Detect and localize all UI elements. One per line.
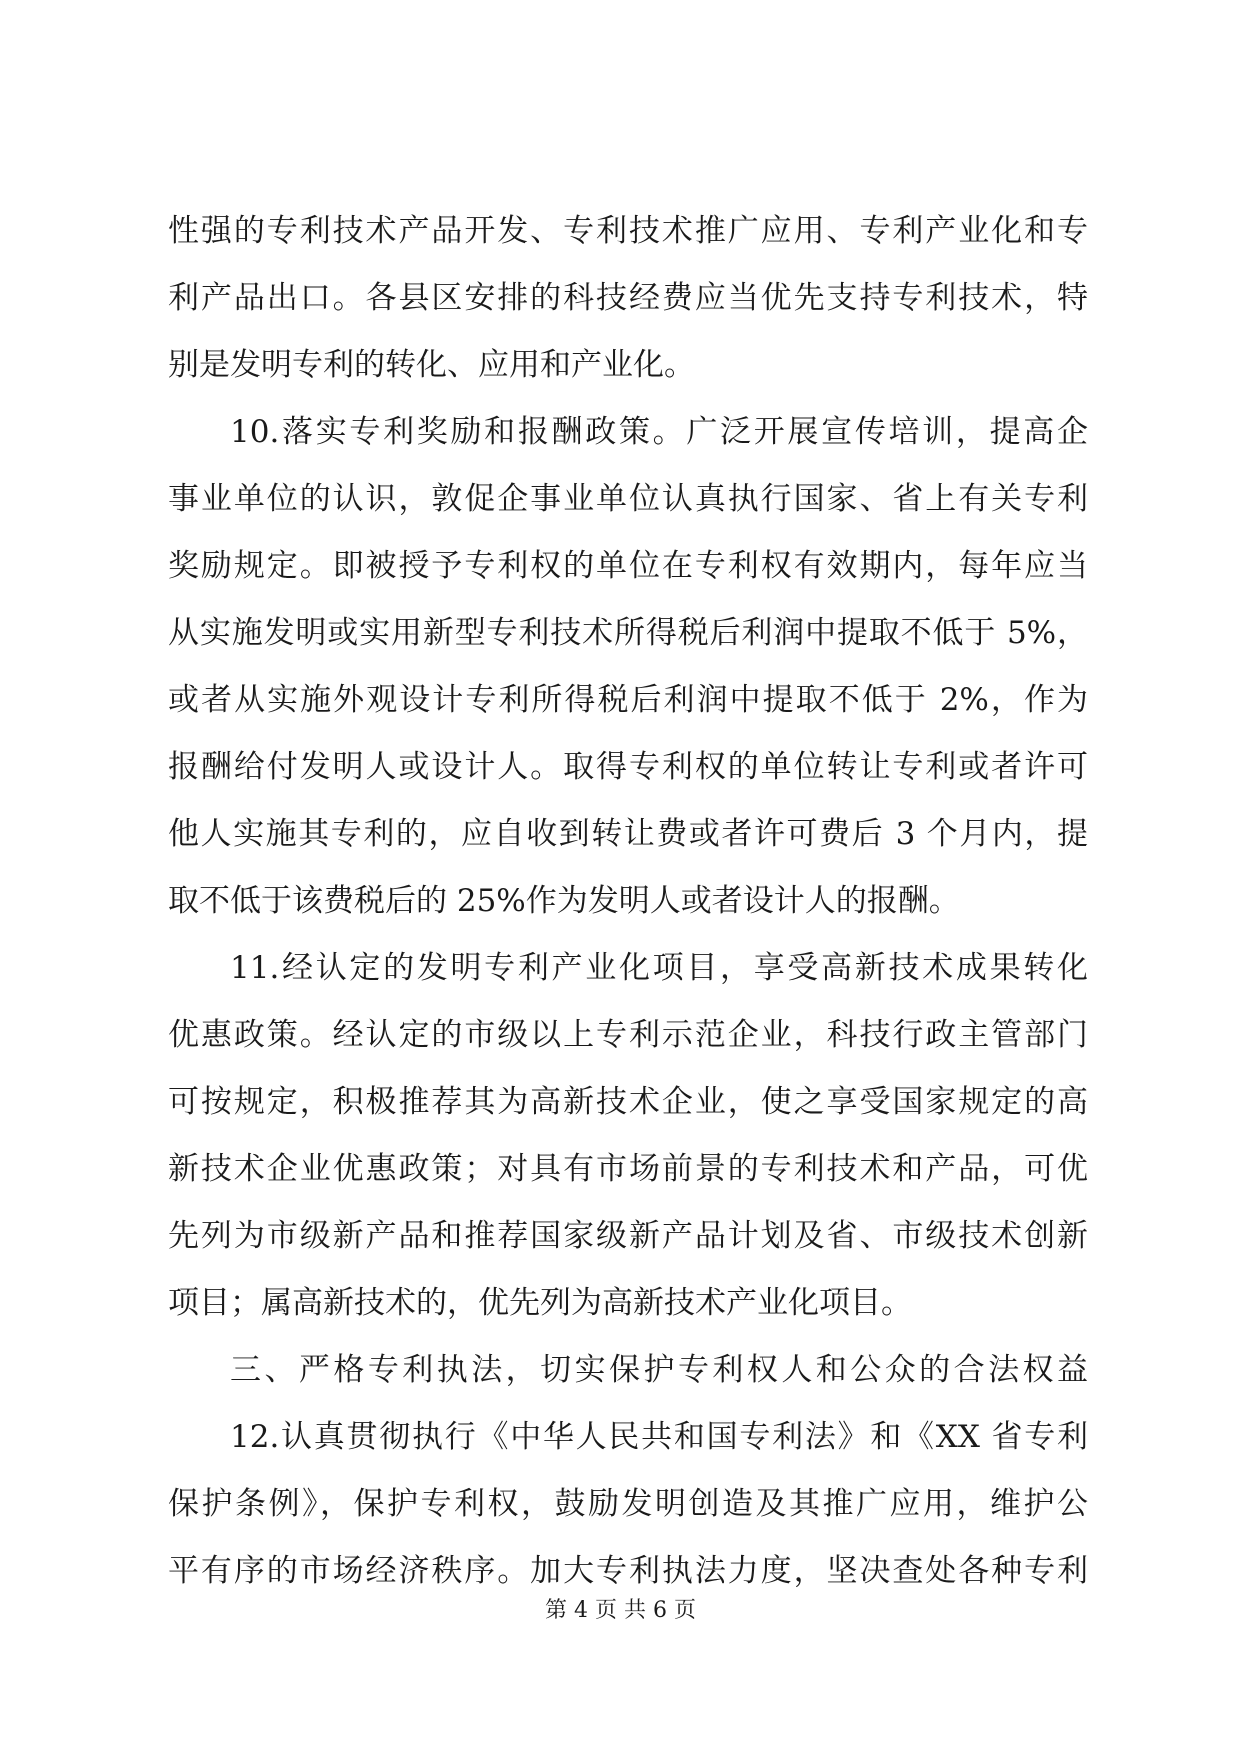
body-text-line: 性强的专利技术产品开发、专利技术推广应用、专利产业化和专 [168, 213, 1088, 249]
section-heading: 三、严格专利执法，切实保护专利权人和公众的合法权益 [230, 1352, 1088, 1388]
body-text-line: 利产品出口。各县区安排的科技经费应当优先支持专利技术，特 [168, 280, 1088, 316]
body-text-line: 项目；属高新技术的，优先列为高新技术产业化项目。 [168, 1285, 912, 1321]
body-text-line: 或者从实施外观设计专利所得税后利润中提取不低于 2%，作为 [168, 682, 1088, 718]
body-text-line: 取不低于该费税后的 25%作为发明人或者设计人的报酬。 [168, 883, 960, 919]
paragraph-start-line: 10.落实专利奖励和报酬政策。广泛开展宣传培训，提高企 [230, 414, 1088, 450]
body-text-line: 保护条例》，保护专利权，鼓励发明创造及其推广应用，维护公 [168, 1486, 1088, 1522]
paragraph-start-line: 12.认真贯彻执行《中华人民共和国专利法》和《XX 省专利 [230, 1419, 1088, 1455]
body-text-line: 可按规定，积极推荐其为高新技术企业，使之享受国家规定的高 [168, 1084, 1088, 1120]
body-text-line: 先列为市级新产品和推荐国家级新产品计划及省、市级技术创新 [168, 1218, 1088, 1254]
body-text-line: 奖励规定。即被授予专利权的单位在专利权有效期内，每年应当 [168, 548, 1088, 584]
paragraph-start-line: 11.经认定的发明专利产业化项目，享受高新技术成果转化 [230, 950, 1088, 986]
body-text-line: 新技术企业优惠政策；对具有市场前景的专利技术和产品，可优 [168, 1151, 1088, 1187]
body-text-line: 报酬给付发明人或设计人。取得专利权的单位转让专利或者许可 [168, 749, 1088, 785]
body-text-line: 事业单位的认识，敦促企事业单位认真执行国家、省上有关专利 [168, 481, 1088, 517]
page-number-footer: 第 4 页 共 6 页 [545, 1598, 696, 1623]
body-text-line: 别是发明专利的转化、应用和产业化。 [168, 347, 695, 383]
body-text-line: 他人实施其专利的，应自收到转让费或者许可费后 3 个月内，提 [168, 816, 1088, 852]
body-text-line: 平有序的市场经济秩序。加大专利执法力度，坚决查处各种专利 [168, 1553, 1088, 1589]
body-text-line: 从实施发明或实用新型专利技术所得税后利润中提取不低于 5%， [168, 615, 1088, 651]
body-text-line: 优惠政策。经认定的市级以上专利示范企业，科技行政主管部门 [168, 1017, 1088, 1053]
